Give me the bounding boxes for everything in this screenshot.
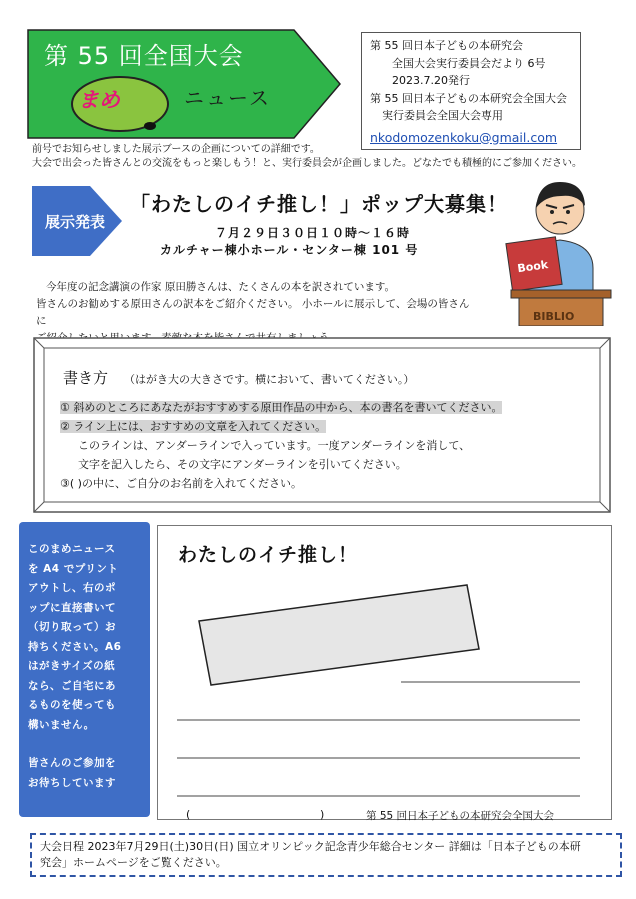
- side-note-line: 持ちください。A6: [28, 640, 122, 653]
- pop-card-title: わたしのイチ推し！: [178, 544, 359, 566]
- side-note-line: るものを使っても: [28, 699, 116, 711]
- howto-step-detail: このラインは、アンダーラインで入っています。一度アンダーラインを消して、: [78, 439, 471, 452]
- publisher-info-box: [361, 32, 581, 150]
- info-line: 第 55 回日本子どもの本研究会: [370, 39, 523, 52]
- side-note-line: なら、ご自宅にあ: [28, 679, 116, 692]
- info-line: 全国大会実行委員会だより 6号: [392, 56, 546, 70]
- event-datetime: ７月２９日３０日１０時～１６時: [215, 226, 411, 240]
- side-note-line: を A4 でプリント: [28, 562, 119, 575]
- pop-card-organizer: 第 55 回日本子どもの本研究会全国大会: [366, 810, 555, 822]
- side-note-text: [28, 540, 141, 793]
- event-headline: 「わたしのイチ推し！」ポップ大募集！: [130, 192, 508, 216]
- howto-note: （はがき大の大きさです。横において、書いてください。）: [124, 373, 415, 386]
- newsletter-subtitle: ニュース: [184, 86, 271, 110]
- reader-icon: [505, 168, 615, 326]
- name-field-open: (: [186, 808, 191, 821]
- pop-card-drawing: [157, 525, 612, 820]
- intro-line: 前号でお知らせしました展示ブースの企画についての詳細です。: [32, 144, 320, 155]
- name-field-close: ): [320, 808, 325, 821]
- body-line: 今年度の記念講演の作家 原田勝さんは、たくさんの本を訳されています。: [46, 281, 395, 293]
- intro-text: [32, 143, 622, 171]
- side-note-line: お待ちしています: [28, 776, 116, 789]
- howto-step: ③( )の中に、ご自分のお名前を入れてください。: [60, 477, 302, 490]
- book-label: Book: [516, 258, 549, 276]
- issue-date: 2023.7.20発行: [392, 74, 470, 87]
- side-note-line: 皆さんのご参加を: [28, 757, 116, 769]
- howto-step: ① 斜めのところにあなたがおすすめする原田作品の中から、本の書名を書いてください。: [60, 401, 503, 414]
- side-note-line: このまめニュース: [28, 543, 116, 555]
- body-line: 皆さんのお勧めする原田さんの訳本をご紹介ください。 小ホールに展示して、会場の皆さんに: [36, 298, 470, 327]
- side-note-line: （切り取って）お: [28, 621, 116, 633]
- footer-line: 究会」ホームページをご覧ください。: [40, 856, 227, 869]
- mame-logo-text: まめ: [78, 88, 120, 112]
- intro-line: 大会で出会った皆さんとの交流をもっと楽しもう！と、実行委員会が企画しました。どなたでも積極的にご参加ください。: [32, 158, 582, 169]
- footer-line: 大会日程 2023年7月29日(土)30日(日) 国立オリンピック記念青少年総合センター 詳細は「日本子どもの本研: [40, 840, 581, 853]
- side-note-line: はがきサイズの紙: [28, 660, 116, 672]
- event-venue: カルチャー棟小ホール・センター棟 101 号: [160, 243, 419, 257]
- howto-step-detail: 文字を記入したら、その文字にアンダーラインを引いてください。: [78, 458, 407, 471]
- side-note-line: アウトし、右のポ: [28, 582, 116, 594]
- howto-steps: [60, 398, 580, 493]
- side-note-line: ップに直接書いて: [28, 601, 116, 614]
- info-line: 第 55 回日本子どもの本研究会全国大会: [370, 91, 567, 105]
- podium-label: BIBLIO: [533, 310, 575, 323]
- schedule-footer: [30, 833, 622, 877]
- newsletter-title: 第 55 回全国大会: [44, 42, 244, 70]
- howto-step: ② ライン上には、おすすめの文章を入れてください。: [60, 420, 327, 433]
- book-title-field[interactable]: [199, 585, 479, 685]
- contact-email-link[interactable]: nkodomozenkoku@gmail.com: [370, 129, 558, 145]
- exhibit-tag-label: 展示発表: [44, 213, 105, 231]
- side-note-line: 構いません。: [28, 718, 95, 731]
- howto-title: 書き方: [63, 369, 109, 387]
- info-line: 実行委員会全国大会専用: [382, 109, 503, 122]
